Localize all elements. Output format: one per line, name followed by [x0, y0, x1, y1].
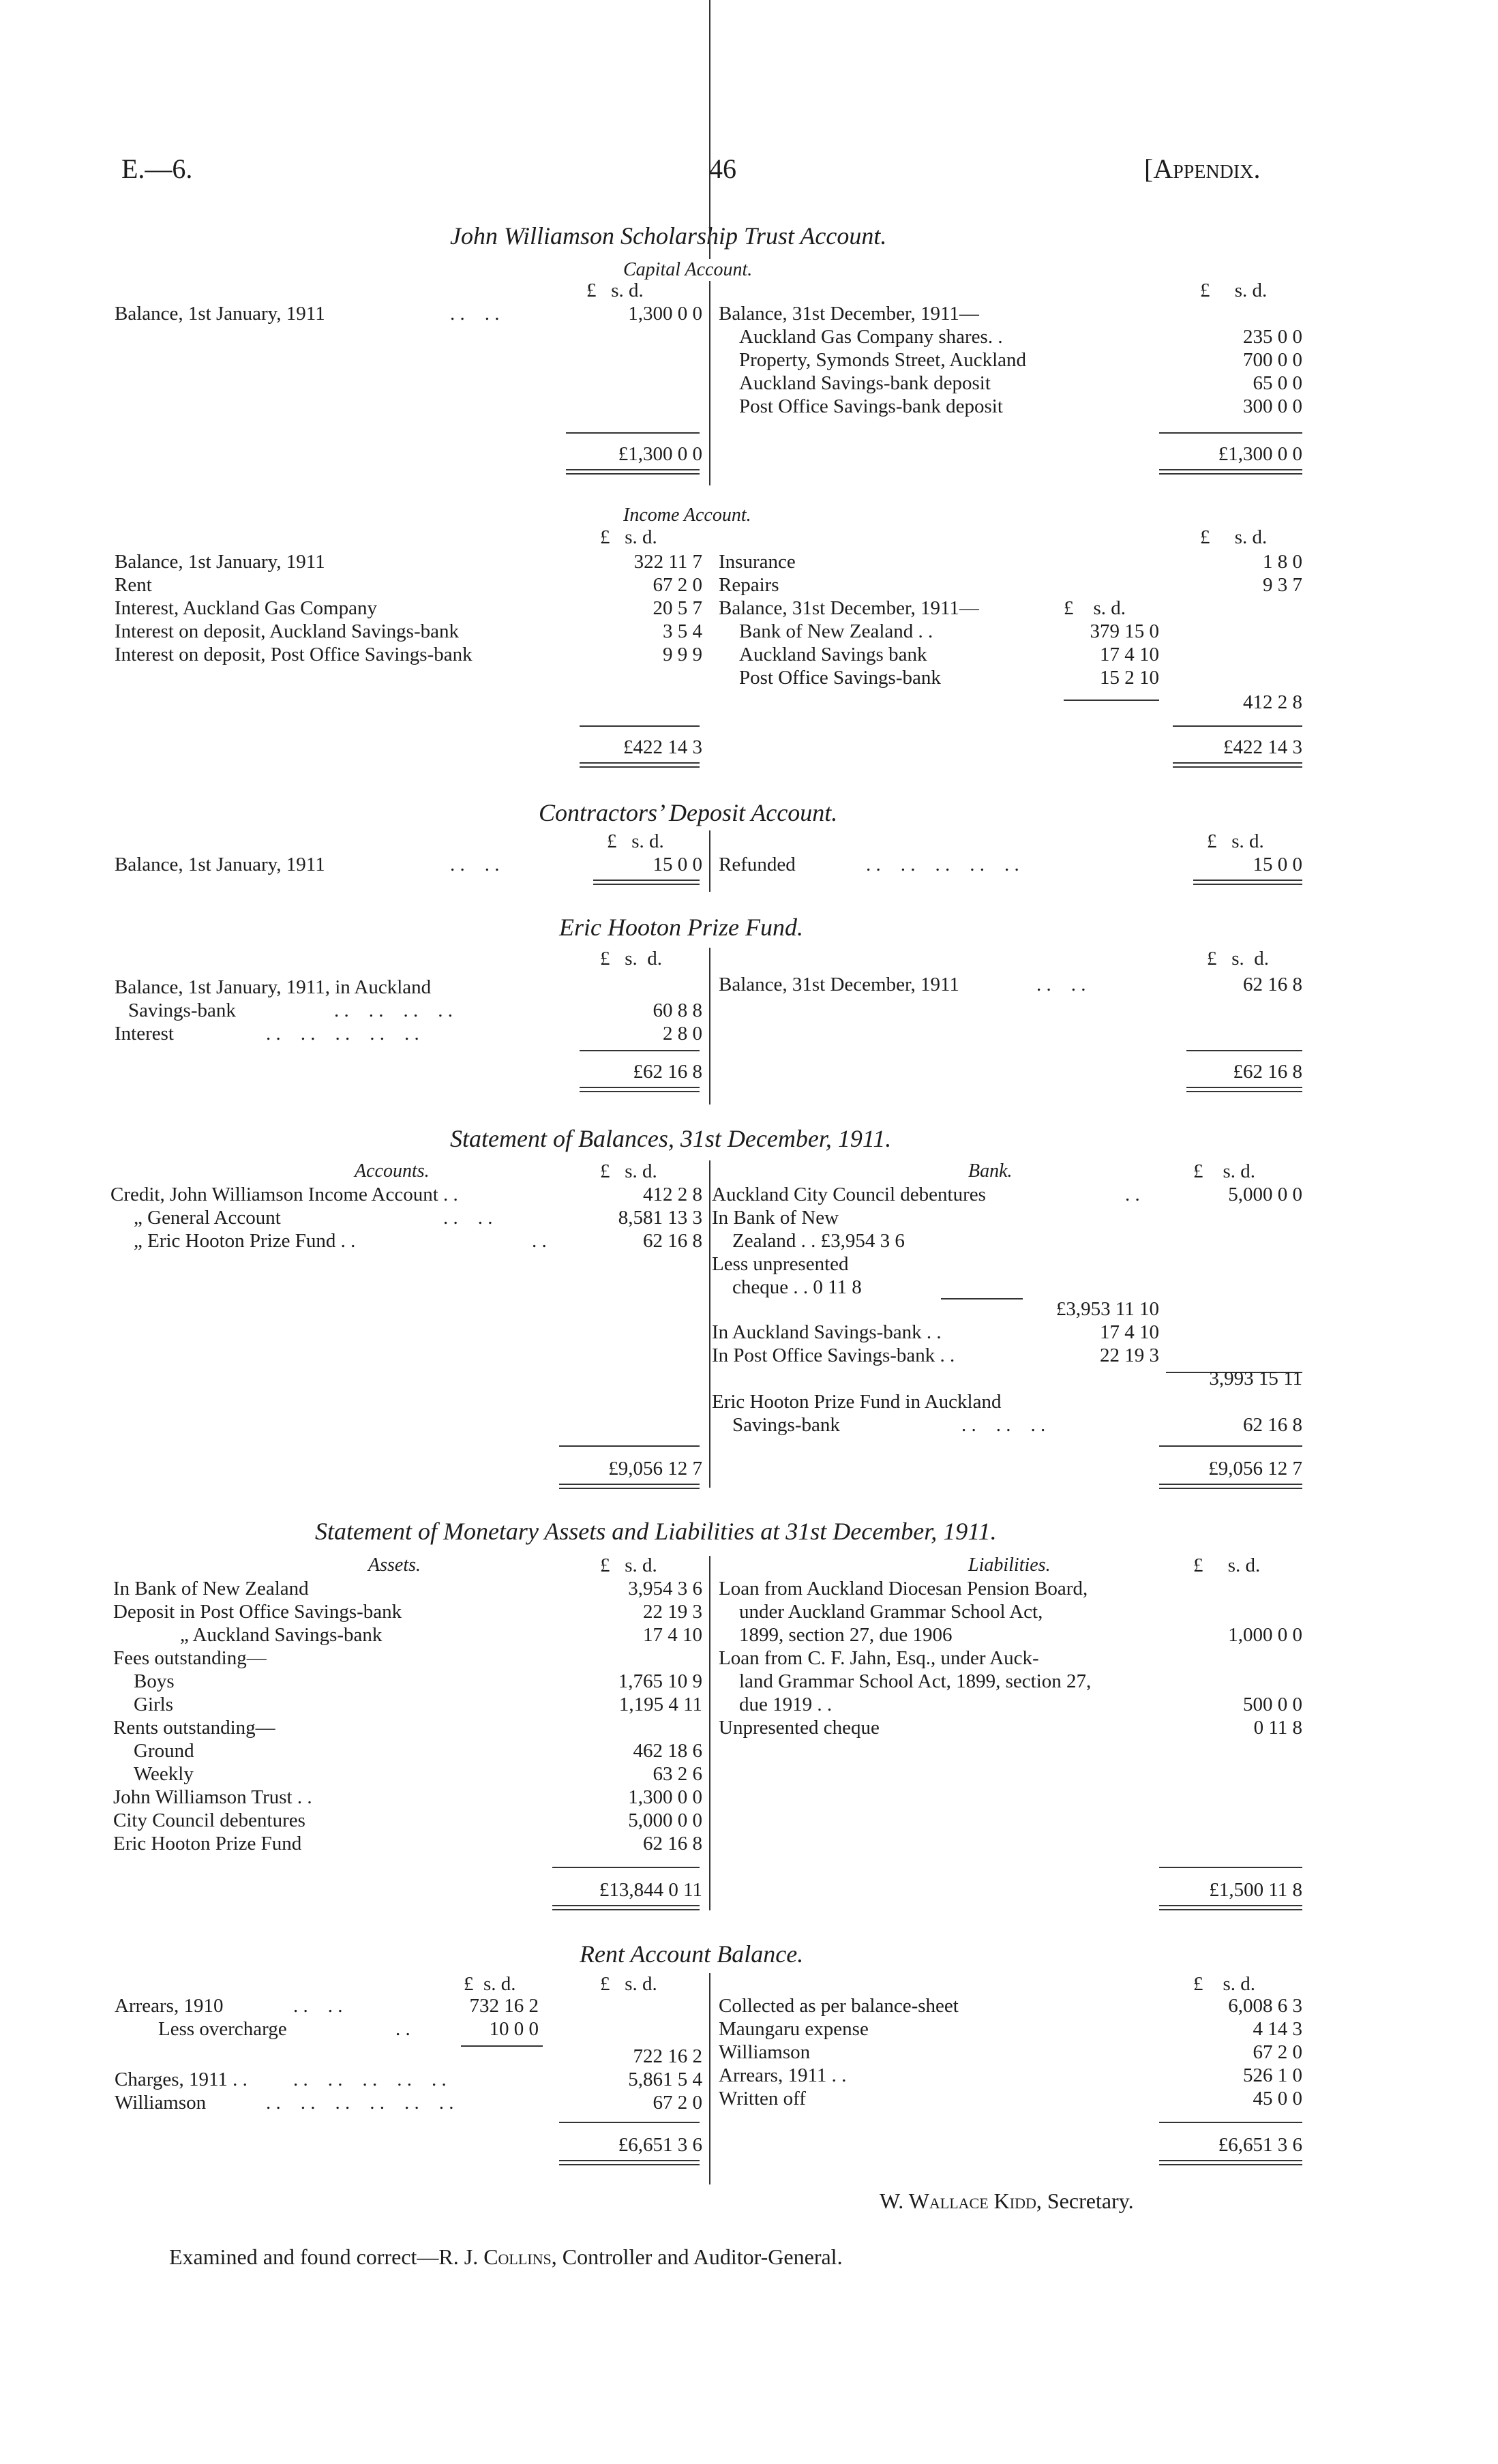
balances-right-line: In Bank of New	[712, 1207, 839, 1229]
rent-right-label: Arrears, 1911 . .	[719, 2064, 847, 2086]
leader-dots: . . . . . . . . . . . .	[266, 2092, 454, 2114]
leader-dots: . . . .	[443, 1207, 493, 1229]
leader-dots: . . . . . .	[961, 1414, 1046, 1436]
capital-left-label: Balance, 1st January, 1911	[115, 303, 325, 325]
asset-amount: 1,195 4 11	[618, 1694, 702, 1715]
rent-right-amount: 6,008 6 3	[1228, 1995, 1302, 2017]
balances-right-line: Zealand . . £3,954 3 6	[732, 1230, 905, 1252]
capital-right-amount: 700 0 0	[1243, 349, 1302, 371]
bank-heading: Bank.	[968, 1160, 1013, 1182]
capital-right-label: Auckland Savings-bank deposit	[739, 372, 991, 394]
asset-label: City Council debentures	[113, 1809, 305, 1831]
hooton-right-label: Balance, 31st December, 1911	[719, 974, 959, 995]
income-sub-amount: 17 4 10	[1100, 644, 1159, 665]
income-sub-amount: 15 2 10	[1100, 667, 1159, 689]
assets-left-lsd: £ s. d.	[600, 1554, 657, 1576]
rule	[461, 2045, 543, 2047]
asset-label: Ground	[134, 1740, 194, 1762]
page-number: 46	[709, 153, 736, 184]
balances-right-amount: 3,993 15 11	[1209, 1368, 1302, 1389]
balances-divider	[709, 1160, 710, 1488]
leader-dots: . . . .	[450, 303, 500, 325]
capital-right-label: Auckland Gas Company shares. .	[739, 326, 1003, 348]
leader-dots: . .	[532, 1230, 547, 1252]
balances-left-label: „ Eric Hooton Prize Fund . .	[134, 1230, 356, 1252]
income-divider	[709, 0, 710, 259]
hooton-interest-amount: 2 8 0	[663, 1023, 702, 1045]
liability-amount: 500 0 0	[1243, 1694, 1302, 1715]
double-rule	[593, 880, 700, 885]
income-left-amount: 9 9 9	[663, 644, 702, 665]
rent-right-amount: 4 14 3	[1253, 2018, 1302, 2040]
capital-divider	[709, 281, 710, 485]
double-rule	[1193, 880, 1302, 885]
income-sub-lsd: £ s. d.	[1064, 597, 1126, 619]
double-rule	[580, 762, 700, 768]
leader-dots: . . . . . . . .	[334, 1000, 453, 1021]
asset-label: John Williamson Trust . .	[113, 1786, 312, 1808]
asset-amount: 5,000 0 0	[628, 1809, 702, 1831]
balances-total-left: £9,056 12 7	[608, 1458, 702, 1479]
income-right-label: Insurance	[719, 551, 796, 573]
rent-right-amount: 526 1 0	[1243, 2064, 1302, 2086]
auditor-note: Examined and found correct—R. J. Collins, Controller and Auditor-General.	[169, 2244, 843, 2269]
rent-left-line: Arrears, 1910	[115, 1995, 224, 2017]
double-rule	[1159, 2160, 1302, 2165]
capital-left-amount: 1,300 0 0	[628, 303, 702, 325]
income-right-lsd: £ s. d.	[1200, 526, 1268, 548]
asset-amount: 1,765 10 9	[618, 1670, 702, 1692]
balances-total-right: £9,056 12 7	[1208, 1458, 1302, 1479]
income-left-lsd: £ s. d.	[600, 526, 657, 548]
balances-right-lsd: £ s. d.	[1193, 1160, 1256, 1182]
income-total-left: £422 14 3	[623, 736, 702, 758]
leader-dots: . . . .	[450, 854, 500, 875]
asset-amount: 3,954 3 6	[628, 1578, 702, 1599]
asset-amount: 22 19 3	[643, 1601, 702, 1623]
assets-divider	[709, 1556, 710, 1910]
rent-right-label: Collected as per balance-sheet	[719, 1995, 959, 2017]
balances-right-line: Less unpresented	[712, 1253, 849, 1275]
capital-right-label: Property, Symonds Street, Auckland	[739, 349, 1026, 371]
rent-right-lsd: £ s. d.	[1193, 1973, 1256, 1995]
balances-right-line: Eric Hooton Prize Fund in Auckland	[712, 1391, 1002, 1413]
liability-line: under Auckland Grammar School Act,	[739, 1601, 1043, 1623]
asset-label: Fees outstanding—	[113, 1647, 267, 1669]
hooton-total-right: £62 16 8	[1233, 1061, 1302, 1083]
capital-right-heading: Balance, 31st December, 1911—	[719, 303, 979, 325]
balances-left-amount: 412 2 8	[643, 1184, 702, 1205]
leader-dots: . . . .	[293, 1995, 343, 2017]
rent-divider	[709, 1973, 710, 2184]
leader-dots: . .	[1125, 1184, 1140, 1205]
contractors-right-lsd: £ s. d.	[1207, 830, 1264, 852]
balances-right-line: Auckland City Council debentures	[712, 1184, 986, 1205]
balances-right-subtotal: 17 4 10	[1100, 1321, 1159, 1343]
leader-dots: . . . .	[1036, 974, 1086, 995]
liability-line: land Grammar School Act, 1899, section 27,	[739, 1670, 1092, 1692]
hooton-right-amount: 62 16 8	[1243, 974, 1302, 995]
rule	[552, 1867, 700, 1868]
hooton-left-lsd: £ s. d.	[600, 948, 663, 970]
contractors-left-amount: 15 0 0	[653, 854, 702, 875]
assets-total-right: £1,500 11 8	[1209, 1879, 1302, 1901]
balances-left-label: Credit, John Williamson Income Account . .	[110, 1184, 458, 1205]
rent-left-sub: 10 0 0	[489, 2018, 539, 2040]
assets-total-left: £13,844 0 11	[599, 1879, 702, 1901]
hooton-interest-label: Interest	[115, 1023, 174, 1045]
liability-line: due 1919 . .	[739, 1694, 833, 1715]
income-total-right: £422 14 3	[1223, 736, 1302, 758]
income-left-label: Rent	[115, 574, 152, 596]
rent-left-amount: 722 16 2	[633, 2045, 702, 2067]
asset-label: Girls	[134, 1694, 173, 1715]
rent-right-amount: 45 0 0	[1253, 2088, 1302, 2109]
liability-line: Loan from C. F. Jahn, Esq., under Auck-	[719, 1647, 1039, 1669]
income-sub-label: Auckland Savings bank	[739, 644, 927, 665]
capital-total-right: £1,300 0 0	[1218, 443, 1302, 465]
rule	[566, 432, 700, 434]
hooton-left-line1: Balance, 1st January, 1911, in Auckland	[115, 976, 432, 998]
capital-right-label: Post Office Savings-bank deposit	[739, 395, 1003, 417]
asset-amount: 63 2 6	[653, 1763, 702, 1785]
balances-left-amount: 8,581 13 3	[618, 1207, 702, 1229]
double-rule	[1159, 469, 1302, 475]
double-rule	[1173, 762, 1302, 768]
rule	[559, 1445, 700, 1447]
rule	[1159, 1867, 1302, 1868]
income-sub-amount: 379 15 0	[1090, 620, 1159, 642]
income-right-heading: Balance, 31st December, 1911—	[719, 597, 979, 619]
balances-right-line: Savings-bank	[732, 1414, 840, 1436]
assets-heading: Assets.	[368, 1554, 421, 1576]
liabilities-heading: Liabilities.	[968, 1554, 1051, 1576]
hooton-title: Eric Hooton Prize Fund.	[559, 914, 803, 941]
hooton-right-lsd: £ s. d.	[1207, 948, 1270, 970]
rule	[580, 725, 700, 727]
rent-left-line: Charges, 1911 . .	[115, 2069, 248, 2090]
leader-dots: . . . . . . . . . .	[293, 2069, 447, 2090]
asset-label: Rents outstanding—	[113, 1717, 275, 1739]
rule	[1159, 432, 1302, 434]
rent-left-sub: 732 16 2	[469, 1995, 539, 2017]
contractors-right-label: Refunded	[719, 854, 796, 875]
appendix-label: [Appendix.	[1144, 153, 1261, 184]
rent-left-line: Williamson	[115, 2092, 207, 2114]
liability-amount: 1,000 0 0	[1228, 1624, 1302, 1646]
asset-label: In Bank of New Zealand	[113, 1578, 309, 1599]
income-sub-total: 412 2 8	[1243, 691, 1302, 713]
balances-left-label: „ General Account	[134, 1207, 281, 1229]
balances-right-line: cheque . . 0 11 8	[732, 1276, 862, 1298]
capital-right-amount: 235 0 0	[1243, 326, 1302, 348]
double-rule	[1159, 1905, 1302, 1910]
double-rule	[566, 469, 700, 475]
rule	[580, 1050, 700, 1051]
balances-left-amount: 62 16 8	[643, 1230, 702, 1252]
hooton-left-line2: Savings-bank	[128, 1000, 236, 1021]
income-left-amount: 20 5 7	[653, 597, 702, 619]
contractors-title: Contractors’ Deposit Account.	[539, 799, 838, 826]
income-right-label: Repairs	[719, 574, 779, 596]
contractors-left-label: Balance, 1st January, 1911	[115, 854, 325, 875]
rent-left-line: Less overcharge	[158, 2018, 287, 2040]
assets-title: Statement of Monetary Assets and Liabilities at 31st December, 1911.	[315, 1518, 997, 1545]
rule	[1159, 2122, 1302, 2123]
asset-amount: 17 4 10	[643, 1624, 702, 1646]
double-rule	[1186, 1087, 1302, 1092]
capital-total-left: £1,300 0 0	[618, 443, 702, 465]
balances-right-subtotal: 22 19 3	[1100, 1344, 1159, 1366]
balances-left-lsd: £ s. d.	[600, 1160, 657, 1182]
hooton-left-amount: 60 8 8	[653, 1000, 702, 1021]
contractors-right-amount: 15 0 0	[1253, 854, 1302, 875]
double-rule	[559, 2160, 700, 2165]
capital-right-amount: 65 0 0	[1253, 372, 1302, 394]
income-title: Income Account.	[623, 505, 751, 526]
income-sub-label: Bank of New Zealand . .	[739, 620, 933, 642]
hooton-divider	[709, 948, 710, 1105]
hooton-total-left: £62 16 8	[633, 1061, 702, 1083]
liability-line: Unpresented cheque	[719, 1717, 880, 1739]
double-rule	[580, 1087, 700, 1092]
leader-dots: . . . . . . . . . .	[866, 854, 1019, 875]
rule	[1173, 725, 1302, 727]
income-left-amount: 3 5 4	[663, 620, 702, 642]
asset-label: Deposit in Post Office Savings-bank	[113, 1601, 402, 1623]
contractors-left-lsd: £ s. d.	[607, 830, 664, 852]
asset-amount: 462 18 6	[633, 1740, 702, 1762]
asset-amount: 62 16 8	[643, 1833, 702, 1854]
income-right-amount: 9 3 7	[1263, 574, 1302, 596]
balances-right-amount: 62 16 8	[1243, 1414, 1302, 1436]
liability-amount: 0 11 8	[1253, 1717, 1302, 1739]
income-left-label: Balance, 1st January, 1911	[115, 551, 325, 573]
double-rule	[559, 1484, 700, 1489]
rent-total-left: £6,651 3 6	[618, 2134, 702, 2156]
trust-title: John Williamson Scholarship Trust Account.	[450, 222, 887, 250]
income-left-label: Interest, Auckland Gas Company	[115, 597, 377, 619]
capital-right-amount: 300 0 0	[1243, 395, 1302, 417]
asset-amount: 1,300 0 0	[628, 1786, 702, 1808]
rent-total-right: £6,651 3 6	[1218, 2134, 1302, 2156]
rule	[1186, 1050, 1302, 1051]
double-rule	[552, 1905, 700, 1910]
income-sub-label: Post Office Savings-bank	[739, 667, 941, 689]
rent-title: Rent Account Balance.	[580, 1940, 804, 1968]
balances-right-line: In Auckland Savings-bank . .	[712, 1321, 942, 1343]
income-right-amount: 1 8 0	[1263, 551, 1302, 573]
secretary-signature: W. Wallace Kidd, Secretary.	[880, 2189, 1134, 2213]
income-left-label: Interest on deposit, Auckland Savings-bank	[115, 620, 459, 642]
accounts-heading: Accounts.	[355, 1160, 430, 1182]
asset-label: Boys	[134, 1670, 175, 1692]
rule	[1064, 700, 1159, 701]
balances-right-subtotal: £3,953 11 10	[1055, 1298, 1159, 1320]
rent-right-amount: 67 2 0	[1253, 2041, 1302, 2063]
capital-left-lsd: £ s. d.	[586, 280, 644, 301]
rent-left-amount: 5,861 5 4	[628, 2069, 702, 2090]
rule	[559, 2122, 700, 2123]
rent-left-amount: 67 2 0	[653, 2092, 702, 2114]
rent-right-label: Williamson	[719, 2041, 811, 2063]
balances-right-amount: 5,000 0 0	[1228, 1184, 1302, 1205]
income-left-amount: 322 11 7	[633, 551, 702, 573]
rent-right-label: Written off	[719, 2088, 806, 2109]
income-left-label: Interest on deposit, Post Office Savings-bank	[115, 644, 473, 665]
liability-line: Loan from Auckland Diocesan Pension Board,	[719, 1578, 1088, 1599]
capital-title: Capital Account.	[623, 259, 753, 280]
income-left-amount: 67 2 0	[653, 574, 702, 596]
rule	[1159, 1445, 1302, 1447]
assets-right-lsd: £ s. d.	[1193, 1554, 1261, 1576]
balances-right-line: In Post Office Savings-bank . .	[712, 1344, 955, 1366]
leader-dots: . .	[395, 2018, 410, 2040]
rent-sub-lsd: £ s. d.	[464, 1973, 516, 1995]
rent-right-label: Maungaru expense	[719, 2018, 869, 2040]
double-rule	[1159, 1484, 1302, 1489]
asset-label: Weekly	[134, 1763, 194, 1785]
liability-line: 1899, section 27, due 1906	[739, 1624, 953, 1646]
page-code: E.—6.	[121, 153, 193, 184]
balances-title: Statement of Balances, 31st December, 1911.	[450, 1125, 892, 1152]
rent-left-lsd: £ s. d.	[600, 1973, 657, 1995]
asset-label: „ Auckland Savings-bank	[180, 1624, 383, 1646]
capital-right-lsd: £ s. d.	[1200, 280, 1268, 301]
contractors-divider	[709, 830, 710, 892]
asset-label: Eric Hooton Prize Fund	[113, 1833, 302, 1854]
leader-dots: . . . . . . . . . .	[266, 1023, 419, 1045]
